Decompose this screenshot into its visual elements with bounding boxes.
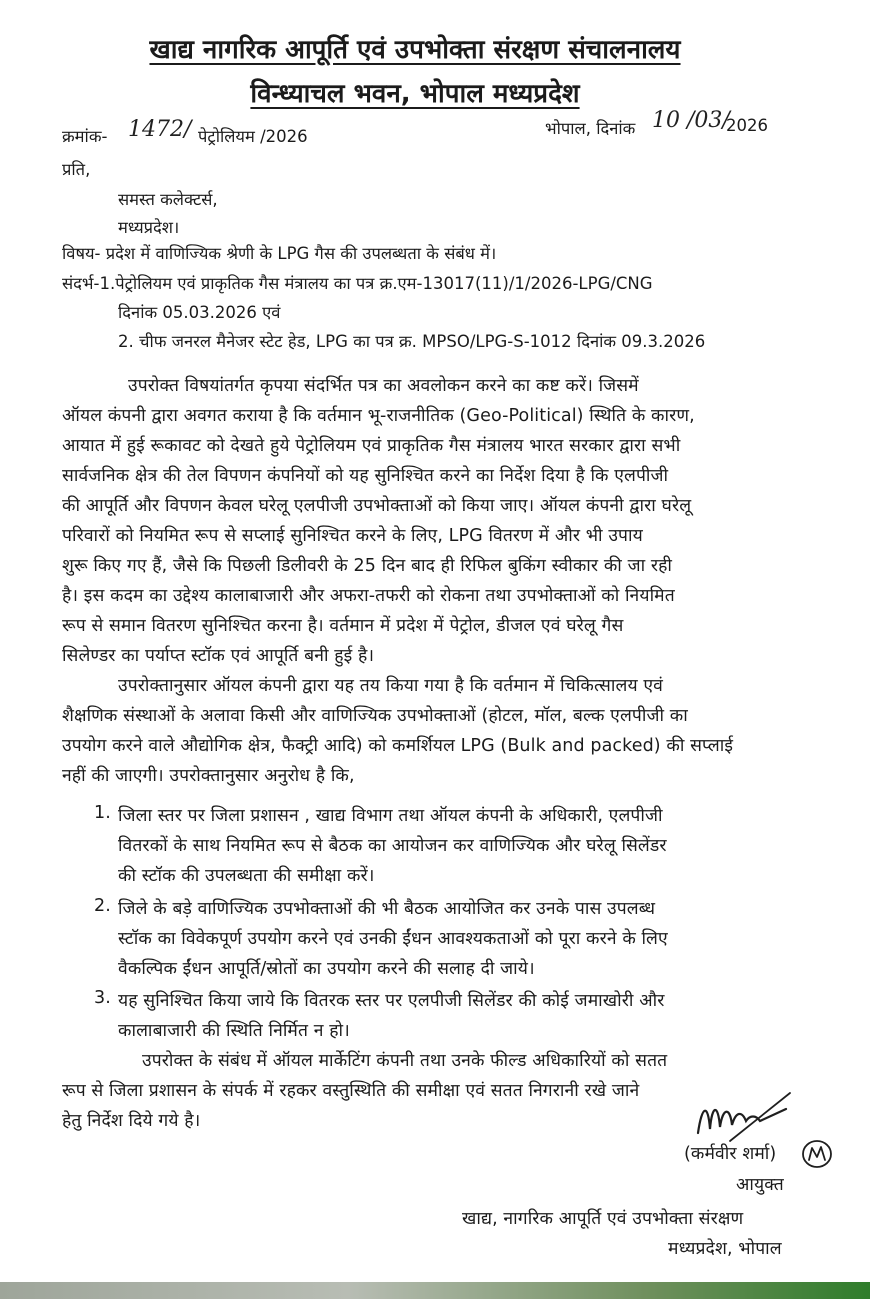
item-1-line: जिला स्तर पर जिला प्रशासन , खाद्य विभाग तथा ऑयल कंपनी के अधिकारी, एलपीजी <box>118 806 663 826</box>
para3-line: रूप से जिला प्रशासन के संपर्क में रहकर वस्तुस्थिति की समीक्षा एवं सतत निगरानी रखे जाने <box>62 1081 640 1101</box>
item-1-line: वितरकों के साथ नियमित रूप से बैठक का आयोजन कर वाणिज्यिक और घरेलू सिलेंडर <box>118 836 667 856</box>
department-address: विन्ध्याचल भवन, भोपाल मध्यप्रदेश <box>250 79 580 109</box>
reference-suffix: पेट्रोलियम /2026 <box>198 127 308 146</box>
reference-1-line-1: संदर्भ-1.पेट्रोलियम एवं प्राकृतिक गैस मंत्रालय का पत्र क्र.एम-13017(11)/1/2026-LPG/CNG <box>62 274 653 293</box>
para1-line: परिवारों को नियमित रूप से सप्लाई सुनिश्चित करने के लिए, LPG वितरण में और भी उपाय <box>62 526 643 546</box>
item-1-number: 1. <box>94 803 111 823</box>
department-heading: खाद्य नागरिक आपूर्ति एवं उपभोक्ता संरक्षण संचालनालय <box>149 35 681 65</box>
signatory-office-line-1: खाद्य, नागरिक आपूर्ति एवं उपभोक्ता संरक्षण <box>462 1209 744 1229</box>
para1-line: आयात में हुई रूकावट को देखते हुये पेट्रोलियम एवं प्राकृतिक गैस मंत्रालय भारत सरकार द्वारा सभी <box>62 436 681 456</box>
addressee-line-2: मध्यप्रदेश। <box>118 218 180 237</box>
reference-number-handwritten: 1472/ <box>128 117 192 142</box>
item-3-line: कालाबाजारी की स्थिति निर्मित न हो। <box>118 1021 350 1041</box>
photo-bottom-edge <box>0 1282 870 1299</box>
para3-line: हेतु निर्देश दिये गये है। <box>62 1111 201 1131</box>
para2-line: उपरोक्तानुसार ऑयल कंपनी द्वारा यह तय किया गया है कि वर्तमान में चिकित्सालय एवं <box>118 676 663 696</box>
para1-line: ऑयल कंपनी द्वारा अवगत कराया है कि वर्तमान भू-राजनीतिक (Geo-Political) स्थिति के कारण, <box>62 406 695 426</box>
para1-line: सार्वजनिक क्षेत्र की तेल विपणन कंपनियों को यह सुनिश्चित करने का निर्देश दिया है कि एलपीजी <box>62 466 669 486</box>
reference-1-line-2: दिनांक 05.03.2026 एवं <box>118 303 281 322</box>
initials-mark <box>800 1138 834 1170</box>
signatory-office-line-2: मध्यप्रदेश, भोपाल <box>668 1239 782 1259</box>
para1-line: की आपूर्ति और विपणन केवल घरेलू एलपीजी उपभोक्ताओं को किया जाए। ऑयल कंपनी द्वारा घरेलू <box>62 496 692 516</box>
reference-label: क्रमांक- <box>62 127 108 146</box>
item-3-line: यह सुनिश्चित किया जाये कि वितरक स्तर पर एलपीजी सिलेंडर की कोई जमाखोरी और <box>118 991 665 1011</box>
para2-line: नहीं की जाएगी। उपरोक्तानुसार अनुरोध है कि, <box>62 766 355 786</box>
para1-line: उपरोक्त विषयांतर्गत कृपया संदर्भित पत्र का अवलोकन करने का कष्ट करें। जिसमें <box>128 376 639 396</box>
addressee-prefix: प्रति, <box>62 160 91 179</box>
para1-line: शुरू किए गए हैं, जैसे कि पिछली डिलीवरी के 25 दिन बाद ही रिफिल बुकिंग स्वीकार की जा रही <box>62 556 673 576</box>
signatory-name: (कर्मवीर शर्मा) <box>684 1144 777 1164</box>
date-handwritten: 10 /03/ <box>652 108 730 133</box>
reference-2: 2. चीफ जनरल मैनेजर स्टेट हेड, LPG का पत्र क्र. MPSO/LPG-S-1012 दिनांक 09.3.2026 <box>118 332 706 351</box>
para2-line: शैक्षणिक संस्थाओं के अलावा किसी और वाणिज्यिक उपभोक्ताओं (होटल, मॉल, बल्क एलपीजी का <box>62 706 688 726</box>
para1-line: है। इस कदम का उद्देश्य कालाबाजारी और अफरा-तफरी को रोकना तथा उपभोक्ताओं को नियमित <box>62 586 675 606</box>
item-2-line: स्टॉक का विवेकपूर्ण उपयोग करने एवं उनकी ईंधन आवश्यकताओं को पूरा करने के लिए <box>118 929 668 949</box>
item-3-number: 3. <box>94 988 111 1008</box>
subject-line: विषय- प्रदेश में वाणिज्यिक श्रेणी के LPG गैस की उपलब्धता के संबंध में। <box>62 244 497 263</box>
addressee-line-1: समस्त कलेक्टर्स, <box>118 190 218 209</box>
item-2-line: वैकल्पिक ईंधन आपूर्ति/स्रोतों का उपयोग करने की सलाह दी जाये। <box>118 959 535 979</box>
date-year: 2026 <box>726 116 768 135</box>
signatory-designation: आयुक्त <box>736 1175 784 1195</box>
place-date-label: भोपाल, दिनांक <box>545 119 636 138</box>
item-2-line: जिले के बड़े वाणिज्यिक उपभोक्ताओं की भी बैठक आयोजित कर उनके पास उपलब्ध <box>118 899 656 919</box>
para2-line: उपयोग करने वाले औद्योगिक क्षेत्र, फैक्ट्री आदि) को कमर्शियल LPG (Bulk and packed) की सप्लाई <box>62 736 734 756</box>
item-1-line: की स्टॉक की उपलब्धता की समीक्षा करें। <box>118 866 375 886</box>
item-2-number: 2. <box>94 896 111 916</box>
para1-line: सिलेण्डर का पर्याप्त स्टॉक एवं आपूर्ति बनी हुई है। <box>62 646 375 666</box>
para3-line: उपरोक्त के संबंध में ऑयल मार्केटिंग कंपनी तथा उनके फील्ड अधिकारियों को सतत <box>142 1051 668 1071</box>
para1-line: रूप से समान वितरण सुनिश्चित करना है। वर्तमान में प्रदेश में पेट्रोल, डीजल एवं घरेलू गैस <box>62 616 624 636</box>
